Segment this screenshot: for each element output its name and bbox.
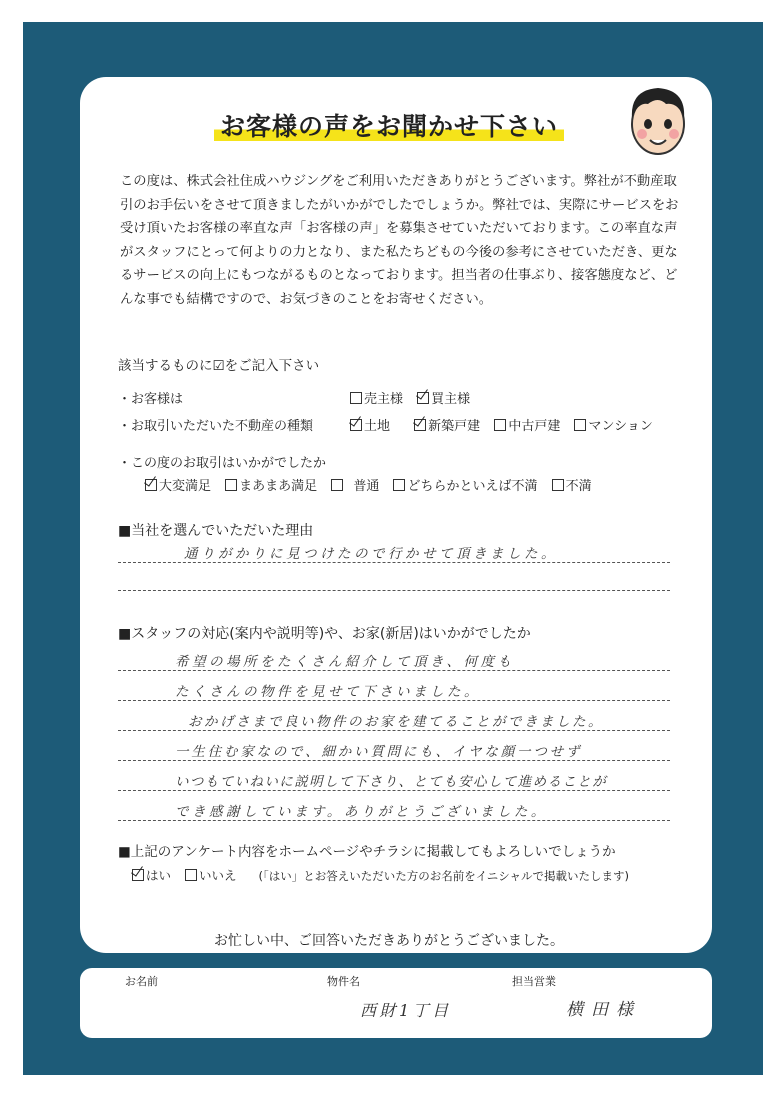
intro-text: この度は、株式会社住成ハウジングをご利用いただきありがとうございます。弊社が不動産取引のお手伝いをさせて頂きましたがいかがでしたでしょうか。弊社では、実際にサービスをお受け頂いたお客様の率直な声「お客様の声」を募集させていただいております。この率直な声がスタッフにとって何よりの力となり、また私たちどもの今後の参考にさせていただき、更なるサービスの向上にもつながるものとなっております。担当者の仕事ぶり、接客態度など、どんな事でも結構ですので、お気づきのことをお寄せください。 <box>120 174 679 307</box>
answer-line <box>118 730 670 731</box>
option-very-satisfied[interactable]: 大変満足 <box>145 475 211 494</box>
publish-note: (「はい」とお答えいただいた方のお名前をイニシャルで掲載いたします) <box>258 869 630 883</box>
answer-line <box>118 760 670 761</box>
option-mansion[interactable]: マンション <box>574 415 652 434</box>
check-instruction: 該当するものに☑をご記入下さい <box>118 358 320 374</box>
checkbox-mansion[interactable] <box>574 419 586 431</box>
customer-type-label: ・お客様は <box>118 392 184 407</box>
answer-line <box>118 700 670 701</box>
answer-line <box>118 590 670 591</box>
checkbox-yes[interactable] <box>132 869 144 881</box>
checkbox-no[interactable] <box>185 869 197 881</box>
staff-answer-line-5: いつもていねいに説明して下さり、とても安心して進めることが <box>175 774 608 790</box>
staff-answer-line-2: たくさんの物件を見せて下さいました。 <box>175 684 481 700</box>
satisfaction-label: ・この度のお取引はいかがでしたか <box>118 456 327 471</box>
property-type-label: ・お取引いただいた不動産の種類 <box>118 419 314 434</box>
staff-mascot-icon <box>618 80 698 160</box>
staff-answer-line-3: おかげさまで良い物件のお家を建てることができました。 <box>188 714 604 730</box>
option-yes[interactable]: はい <box>132 866 171 884</box>
checkbox-buyer[interactable] <box>417 392 429 404</box>
staff-label: 担当営業 <box>512 975 556 988</box>
reason-answer: 通りがかりに見つけたので行かせて頂きました。 <box>184 546 558 562</box>
answer-line <box>118 820 670 821</box>
customer-type-options <box>350 388 480 407</box>
publish-options <box>132 866 629 884</box>
answer-line <box>118 670 670 671</box>
checkbox-very-satisfied[interactable] <box>145 479 157 491</box>
checkbox-somewhat-dissatisfied[interactable] <box>393 479 405 491</box>
staff-answer-line-6: でき感謝しています。ありがとうございました。 <box>175 804 548 820</box>
answer-line <box>118 790 670 791</box>
staff-value: 横田様 <box>566 1000 641 1020</box>
option-buyer[interactable]: 買主様 <box>417 388 470 407</box>
checkbox-used-house[interactable] <box>494 419 506 431</box>
checkbox-dissatisfied[interactable] <box>552 479 564 491</box>
page-title: お客様の声をお聞かせ下さい <box>0 107 778 143</box>
answer-line <box>118 562 670 563</box>
option-somewhat-satisfied[interactable]: まあまあ満足 <box>225 475 317 494</box>
staff-answer-line-1: 希望の場所をたくさん紹介して頂き、何度も <box>175 654 515 670</box>
thanks-message: お忙しい中、ご回答いただきありがとうございました。 <box>214 933 564 949</box>
checkbox-somewhat-satisfied[interactable] <box>225 479 237 491</box>
checkbox-normal[interactable] <box>331 479 343 491</box>
option-dissatisfied[interactable]: 不満 <box>552 475 592 494</box>
option-normal[interactable]: 普通 <box>331 475 379 494</box>
checkbox-land[interactable] <box>350 419 362 431</box>
reason-heading: ■当社を選んでいただいた理由 <box>118 523 314 539</box>
checkbox-new-house[interactable] <box>414 419 426 431</box>
staff-heading: ■スタッフの対応(案内や説明等)や、お家(新居)はいかがでしたか <box>118 626 531 642</box>
name-label: お名前 <box>125 975 158 988</box>
property-label: 物件名 <box>327 975 360 988</box>
option-seller[interactable]: 売主様 <box>350 388 403 407</box>
staff-answer-line-4: 一生住む家なので、細かい質問にも、イヤな顔一つせず <box>175 744 583 760</box>
option-somewhat-dissatisfied[interactable]: どちらかといえば不満 <box>393 475 537 494</box>
option-no[interactable]: いいえ <box>185 866 237 884</box>
checkbox-seller[interactable] <box>350 392 362 404</box>
satisfaction-options <box>145 475 602 494</box>
property-value: 西財1丁目 <box>360 1001 452 1020</box>
publish-heading: ■上記のアンケート内容をホームページやチラシに掲載してもよろしいでしょうか <box>118 844 616 860</box>
option-new-house[interactable]: 新築戸建 <box>414 415 480 434</box>
option-used-house[interactable]: 中古戸建 <box>494 415 560 434</box>
property-type-options <box>350 415 663 434</box>
option-land[interactable]: 土地 <box>350 415 390 434</box>
